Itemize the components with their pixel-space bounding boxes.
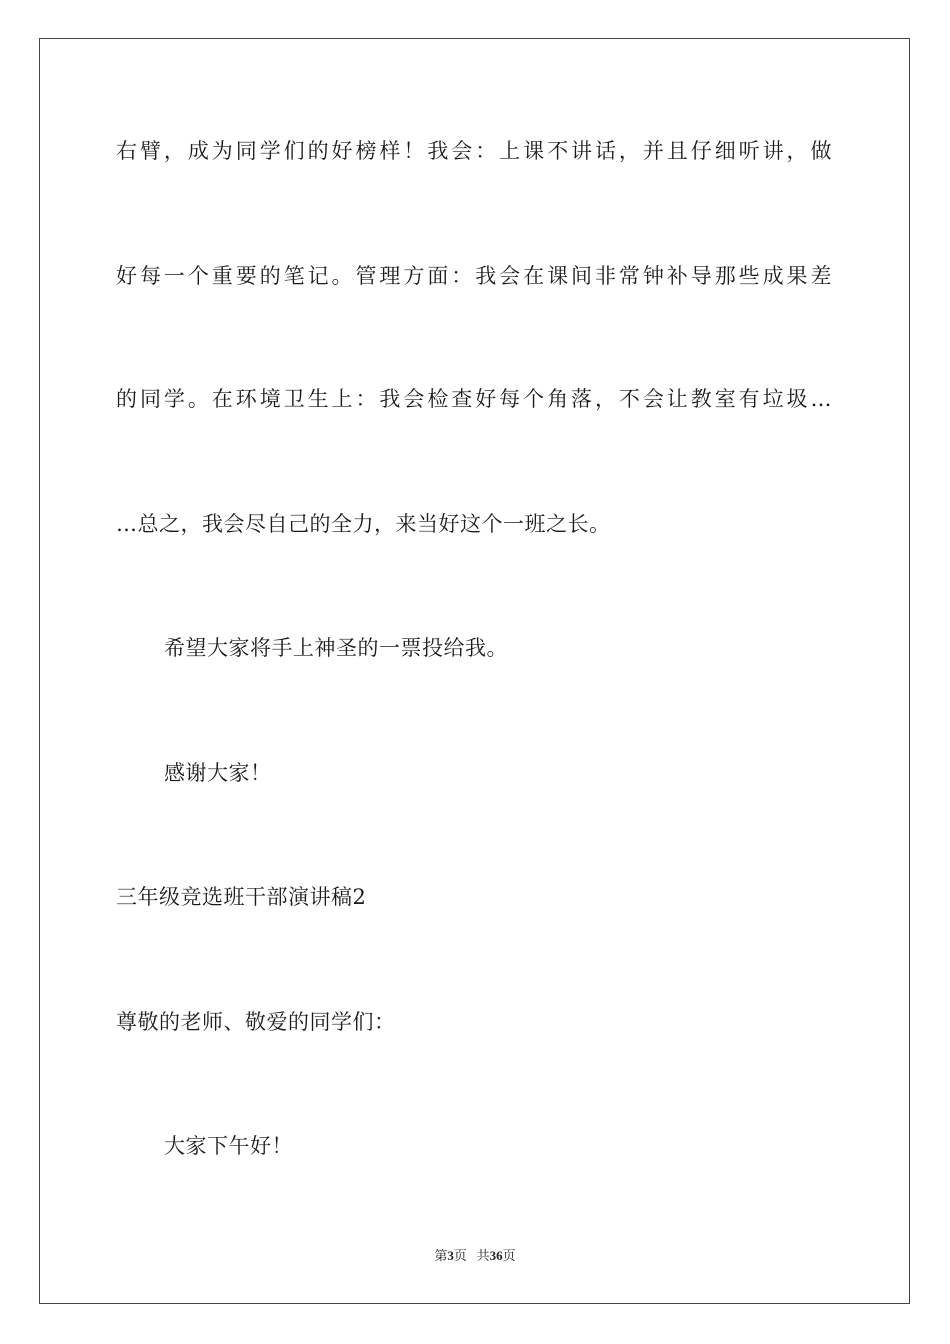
paragraph-line: 希望大家将手上神圣的一票投给我。 [164, 636, 508, 660]
section-title: 三年级竞选班干部演讲稿2 [116, 885, 367, 909]
greeting: 大家下午好！ [164, 1134, 293, 1158]
total-suffix: 页 [502, 1248, 516, 1263]
total-prefix: 共 [476, 1248, 490, 1263]
page-prefix: 第 [434, 1248, 448, 1263]
paragraph-line: 好每一个重要的笔记。管理方面：我会在课间非常钟补导那些成果差 [116, 264, 832, 288]
page-border [39, 38, 910, 1304]
salutation: 尊敬的老师、敬爱的同学们： [116, 1010, 396, 1034]
paragraph-line: 的同学。在环境卫生上：我会检查好每个角落，不会让教室有垃圾… [116, 387, 832, 411]
paragraph-line: 右臂，成为同学们的好榜样！我会：上课不讲话，并且仔细听讲，做 [116, 139, 832, 163]
page-suffix: 页 [453, 1248, 467, 1263]
page-footer [0, 1247, 950, 1265]
page-number: 3 [447, 1248, 454, 1263]
total-pages: 36 [489, 1248, 503, 1263]
paragraph-line: 感谢大家！ [164, 761, 272, 785]
paragraph-line: …总之，我会尽自己的全力，来当好这个一班之长。 [116, 512, 611, 536]
